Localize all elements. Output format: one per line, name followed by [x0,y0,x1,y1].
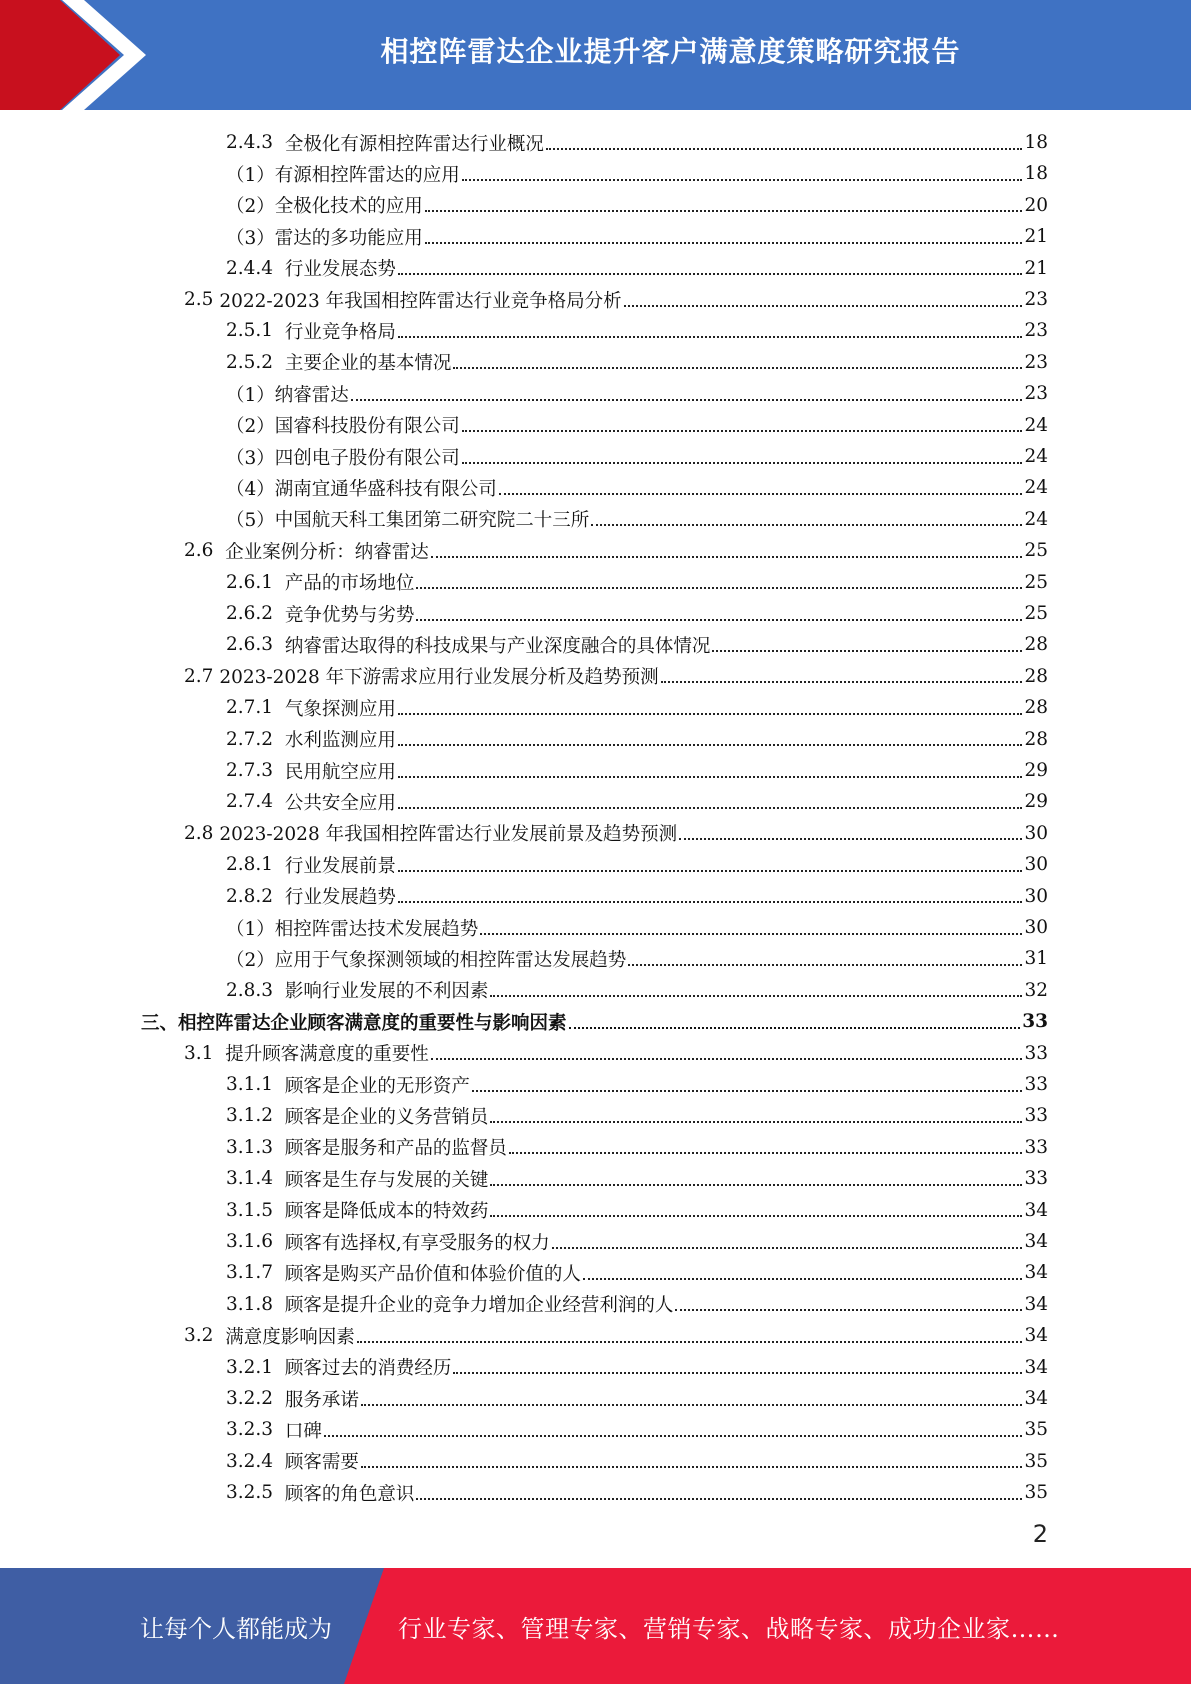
toc-entry-number: 2.7.4 [226,791,285,813]
toc-entry-number: （5） [226,510,275,532]
toc-dot-leader [490,995,1022,997]
toc-entry-number: 2.7.3 [226,760,285,781]
toc-entry-title: 主要企业的基本情况 [284,353,452,375]
toc-entry[interactable] [184,661,1048,692]
toc-entry-number: 3.2.3 [226,1419,285,1441]
toc-entry-title: 雷达的多功能应用 [274,227,423,249]
toc-entry-title: 顾客有选择权,有享受服务的权力 [284,1232,550,1254]
toc-entry[interactable] [226,158,1048,189]
toc-entry-number: 3.2.5 [226,1482,285,1504]
toc-entry-page: 30 [1024,854,1048,876]
toc-dot-leader [624,305,1023,307]
page-header [0,0,1191,110]
toc-dot-leader [453,367,1022,369]
toc-dot-leader [357,1341,1023,1343]
toc-entry[interactable] [226,190,1048,221]
toc-entry-page: 25 [1024,571,1048,593]
toc-entry-title: 气象探测应用 [284,698,396,720]
toc-entry-page: 34 [1024,1388,1048,1409]
toc-entry-title: 企业案例分析：纳睿雷达 [225,541,429,563]
toc-entry-number: 3.1.7 [226,1262,285,1284]
toc-entry[interactable] [226,1226,1048,1257]
toc-dot-leader [324,1435,1023,1437]
toc-dot-leader [628,964,1022,966]
toc-entry[interactable] [226,472,1048,503]
toc-entry-number: 2.8.2 [226,885,285,907]
toc-dot-leader [361,1404,1023,1406]
toc-entry-page: 18 [1024,163,1048,185]
toc-entry-page: 24 [1024,508,1048,530]
toc-entry[interactable] [226,1163,1048,1194]
toc-entry[interactable] [184,1038,1048,1069]
toc-dot-leader [583,1278,1023,1280]
page-number: 2 [1032,1520,1048,1548]
toc-entry-number: 2.6.1 [226,571,285,593]
toc-entry[interactable] [226,1257,1048,1288]
toc-dot-leader [398,901,1023,903]
toc-entry-page: 29 [1024,760,1048,781]
toc-entry-number: 3.1.4 [226,1168,285,1190]
toc-dot-leader [416,587,1022,589]
toc-entry-title: 满意度影响因素 [225,1326,355,1348]
toc-dot-leader [661,681,1023,683]
toc-entry-page: 18 [1024,132,1048,153]
toc-entry-page: 28 [1024,697,1048,719]
toc-entry-title: 顾客是企业的无形资产 [284,1075,470,1097]
toc-entry-number: 2.6.3 [226,634,285,656]
toc-entry[interactable] [226,127,1048,158]
toc-entry-title: 相控阵雷达企业顾客满意度的重要性与影响因素 [178,1012,567,1034]
toc-entry-title: 相控阵雷达技术发展趋势 [274,918,479,940]
toc-entry[interactable] [226,410,1048,441]
toc-entry-number: 2.8.1 [226,854,285,876]
toc-dot-leader [472,1090,1023,1092]
toc-entry[interactable] [226,378,1048,409]
toc-entry-page: 35 [1024,1482,1048,1504]
toc-entry-number: 3.2.2 [226,1388,285,1409]
toc-dot-leader [416,1498,1022,1500]
toc-entry-number: 3.1.3 [226,1136,285,1158]
toc-entry-page: 34 [1024,1356,1048,1378]
toc-entry-number: 3.2 [184,1325,226,1347]
toc-entry-number: 3.1 [184,1042,226,1064]
toc-entry-page: 34 [1024,1231,1048,1252]
toc-entry[interactable] [226,849,1048,880]
toc-entry[interactable] [184,284,1048,315]
toc-entry[interactable] [226,975,1048,1006]
toc-entry-number: 3.1.6 [226,1231,285,1252]
toc-entry[interactable] [226,567,1048,598]
toc-entry-title: 顾客过去的消费经历 [284,1358,452,1380]
toc-entry-number: 3.1.2 [226,1105,285,1127]
toc-entry-page: 34 [1024,1262,1048,1284]
toc-dot-leader [398,870,1023,872]
toc-entry[interactable] [226,253,1048,284]
toc-entry-number: 2.6.2 [226,603,285,624]
toc-entry-page: 24 [1024,477,1048,499]
toc-entry-page: 21 [1024,257,1048,279]
toc-entry[interactable] [184,535,1048,566]
toc-entry[interactable] [141,1006,1048,1037]
toc-entry-page: 25 [1024,540,1048,562]
toc-entry-page: 34 [1024,1325,1048,1347]
toc-dot-leader [453,1372,1022,1374]
toc-dot-leader [425,242,1023,244]
toc-entry-page: 23 [1024,351,1048,373]
toc-dot-leader [361,1466,1023,1468]
toc-entry[interactable] [226,724,1048,755]
toc-entry-title: 全极化技术的应用 [274,196,423,218]
toc-dot-leader [552,1247,1023,1249]
toc-entry[interactable] [184,1320,1048,1351]
toc-entry[interactable] [226,755,1048,786]
toc-entry-title: 应用于气象探测领域的相控阵雷达发展趋势 [274,949,627,971]
toc-entry[interactable] [226,1383,1048,1414]
toc-entry-title: 行业发展前景 [284,855,396,877]
toc-entry-title: 湖南宜通华盛科技有限公司 [274,478,497,500]
toc-dot-leader [398,744,1023,746]
toc-dot-leader [398,776,1023,778]
toc-entry-page: 30 [1024,885,1048,907]
toc-entry-title: 四创电子股份有限公司 [274,447,460,469]
toc-entry-number: （1） [226,164,275,186]
toc-entry-page: 34 [1024,1199,1048,1221]
toc-entry[interactable] [226,629,1048,660]
toc-entry-page: 25 [1024,603,1048,624]
toc-dot-leader [398,713,1023,715]
toc-dot-leader [398,273,1023,275]
toc-entry-title: 竞争优势与劣势 [284,604,415,626]
toc-entry[interactable] [226,347,1048,378]
toc-dot-leader [425,210,1023,212]
toc-entry-page: 33 [1024,1074,1048,1095]
toc-entry[interactable] [226,1289,1048,1320]
toc-entry[interactable] [226,315,1048,346]
toc-entry-number: （2） [226,416,275,438]
toc-dot-leader [490,1121,1022,1123]
toc-dot-leader [675,1309,1022,1311]
toc-entry-page: 28 [1024,634,1048,656]
toc-dot-leader [398,807,1023,809]
toc-entry-number: 2.5 [184,289,220,310]
toc-entry-page: 33 [1024,1105,1048,1127]
toc-entry-page: 29 [1024,791,1048,813]
toc-entry-number: （4） [226,478,275,500]
toc-dot-leader [462,462,1023,464]
toc-entry-number: 3.1.1 [226,1074,285,1095]
toc-dot-leader [679,838,1022,840]
toc-entry-number: 2.5.1 [226,320,285,342]
toc-dot-leader [431,556,1023,558]
toc-entry-number: （2） [226,196,275,218]
toc-entry-page: 35 [1024,1419,1048,1441]
toc-entry-title: 全极化有源相控阵雷达行业概况 [284,133,544,155]
toc-entry-title: 公共安全应用 [284,792,396,814]
toc-entry-page: 33 [1024,1042,1048,1064]
toc-entry-number: 2.8.3 [226,979,285,1001]
toc-entry[interactable] [226,441,1048,472]
toc-dot-leader [499,493,1023,495]
toc-entry-number: 2.4.4 [226,257,285,279]
toc-entry-title: 行业竞争格局 [284,321,396,343]
toc-entry-title: 顾客是降低成本的特效药 [284,1201,489,1223]
toc-entry[interactable] [226,1100,1048,1131]
toc-dot-leader [490,1184,1022,1186]
toc-dot-leader [398,336,1023,338]
toc-entry-number: 3.2.1 [226,1356,285,1378]
toc-entry-number: （1） [226,918,275,940]
footer-slogan-right: 行业专家、管理专家、营销专家、战略专家、成功企业家…… [398,1614,1060,1643]
toc-entry-page: 24 [1024,414,1048,436]
toc-dot-leader [712,650,1022,652]
toc-entry-title: 民用航空应用 [284,761,396,783]
toc-entry[interactable] [226,943,1048,974]
toc-entry-title: 纳睿雷达 [274,384,349,406]
toc-entry[interactable] [226,912,1048,943]
toc-entry-page: 20 [1024,194,1048,216]
toc-entry-title: 有源相控阵雷达的应用 [274,164,460,186]
toc-entry[interactable] [184,818,1048,849]
toc-entry-page: 32 [1024,979,1048,1001]
toc-entry[interactable] [226,1195,1048,1226]
toc-entry-title: 顾客是购买产品价值和体验价值的人 [284,1263,581,1285]
toc-entry-title: 影响行业发展的不利因素 [284,981,489,1003]
toc-entry-page: 23 [1024,289,1048,310]
toc-entry-title: 2022-2023 年我国相控阵雷达行业竞争格局分析 [219,290,622,312]
toc-entry-number: （2） [226,949,275,971]
toc-dot-leader [509,1152,1023,1154]
toc-entry[interactable] [226,1414,1048,1445]
toc-entry-number: 2.5.2 [226,351,285,373]
toc-entry[interactable] [226,1477,1048,1508]
header-arrow-graphic [0,0,150,110]
toc-entry-number: 2.8 [184,822,220,844]
toc-entry-number: 3.1.5 [226,1199,285,1221]
toc-entry-number: 3.2.4 [226,1450,285,1472]
toc-entry-number: （1） [226,384,275,406]
toc-dot-leader [462,430,1023,432]
toc-dot-leader [416,619,1022,621]
toc-entry-title: 顾客是服务和产品的监督员 [284,1138,507,1160]
report-title: 相控阵雷达企业提升客户满意度策略研究报告 [380,35,961,68]
toc-entry-title: 顾客是提升企业的竞争力增加企业经营利润的人 [284,1295,674,1317]
toc-entry-number: 三、 [141,1012,179,1034]
toc-entry-page: 31 [1024,948,1048,970]
toc-entry-title: 顾客是企业的义务营销员 [284,1106,489,1128]
toc-entry-page: 34 [1024,1293,1048,1315]
toc-entry-title: 国睿科技股份有限公司 [274,416,460,438]
toc-entry-title: 行业发展态势 [284,259,396,281]
toc-entry-title: 行业发展趋势 [284,887,396,909]
toc-entry[interactable] [226,881,1048,912]
toc-entry-page: 23 [1024,383,1048,405]
toc-entry-page: 28 [1024,728,1048,750]
toc-entry-title: 产品的市场地位 [284,573,415,595]
toc-entry-page: 30 [1024,917,1048,938]
toc-entry-title: 服务承诺 [284,1389,359,1411]
page-footer [0,1568,1191,1684]
toc-entry-title: 顾客的角色意识 [284,1483,415,1505]
toc-entry-title: 顾客是生存与发展的关键 [284,1169,489,1191]
toc-dot-leader [431,1058,1023,1060]
toc-entry-number: 2.6 [184,540,226,562]
toc-entry-page: 28 [1024,665,1048,687]
toc-dot-leader [591,524,1022,526]
toc-entry[interactable] [226,598,1048,629]
toc-entry-page: 30 [1024,822,1048,844]
toc-entry-number: 2.7.1 [226,697,285,719]
toc-entry[interactable] [226,786,1048,817]
toc-entry-page: 23 [1024,320,1048,342]
toc-entry-page: 35 [1024,1450,1048,1472]
toc-dot-leader [546,148,1023,150]
toc-entry-title: 水利监测应用 [284,730,396,752]
toc-entry[interactable] [226,1352,1048,1383]
toc-entry-title: 2023-2028 年下游需求应用行业发展分析及趋势预测 [219,667,659,689]
toc-entry-number: 2.4.3 [226,132,285,153]
toc-entry-title: 口碑 [284,1420,322,1442]
toc-entry-number: 2.7.2 [226,728,285,750]
toc-entry[interactable] [226,1132,1048,1163]
toc-entry-title: 顾客需要 [284,1452,359,1474]
toc-dot-leader [351,399,1023,401]
toc-entry[interactable] [226,1069,1048,1100]
toc-entry-title: 2023-2028 年我国相控阵雷达行业发展前景及趋势预测 [219,824,678,846]
toc-entry-page: 33 [1022,1011,1048,1033]
toc-entry-title: 中国航天科工集团第二研究院二十三所 [274,510,590,532]
toc-entry-page: 24 [1024,446,1048,467]
toc-dot-leader [480,933,1022,935]
toc-entry-number: （3） [226,227,275,249]
toc-dot-leader [490,1215,1022,1217]
toc-dot-leader [569,1027,1021,1029]
toc-entry[interactable] [226,1446,1048,1477]
toc-entry[interactable] [226,504,1048,535]
toc-entry-title: 提升顾客满意度的重要性 [225,1044,429,1066]
toc-entry-page: 33 [1024,1168,1048,1190]
toc-entry-number: 2.7 [184,665,220,687]
toc-entry[interactable] [226,221,1048,252]
toc-entry-number: 3.1.8 [226,1293,285,1315]
toc-entry[interactable] [226,692,1048,723]
toc-dot-leader [462,179,1023,181]
toc-entry-number: （3） [226,447,275,469]
footer-slogan-left: 让每个人都能成为 [140,1614,332,1643]
toc-entry-page: 21 [1024,226,1048,248]
toc-entry-title: 纳睿雷达取得的科技成果与产业深度融合的具体情况 [284,635,711,657]
toc-entry-page: 33 [1024,1136,1048,1158]
